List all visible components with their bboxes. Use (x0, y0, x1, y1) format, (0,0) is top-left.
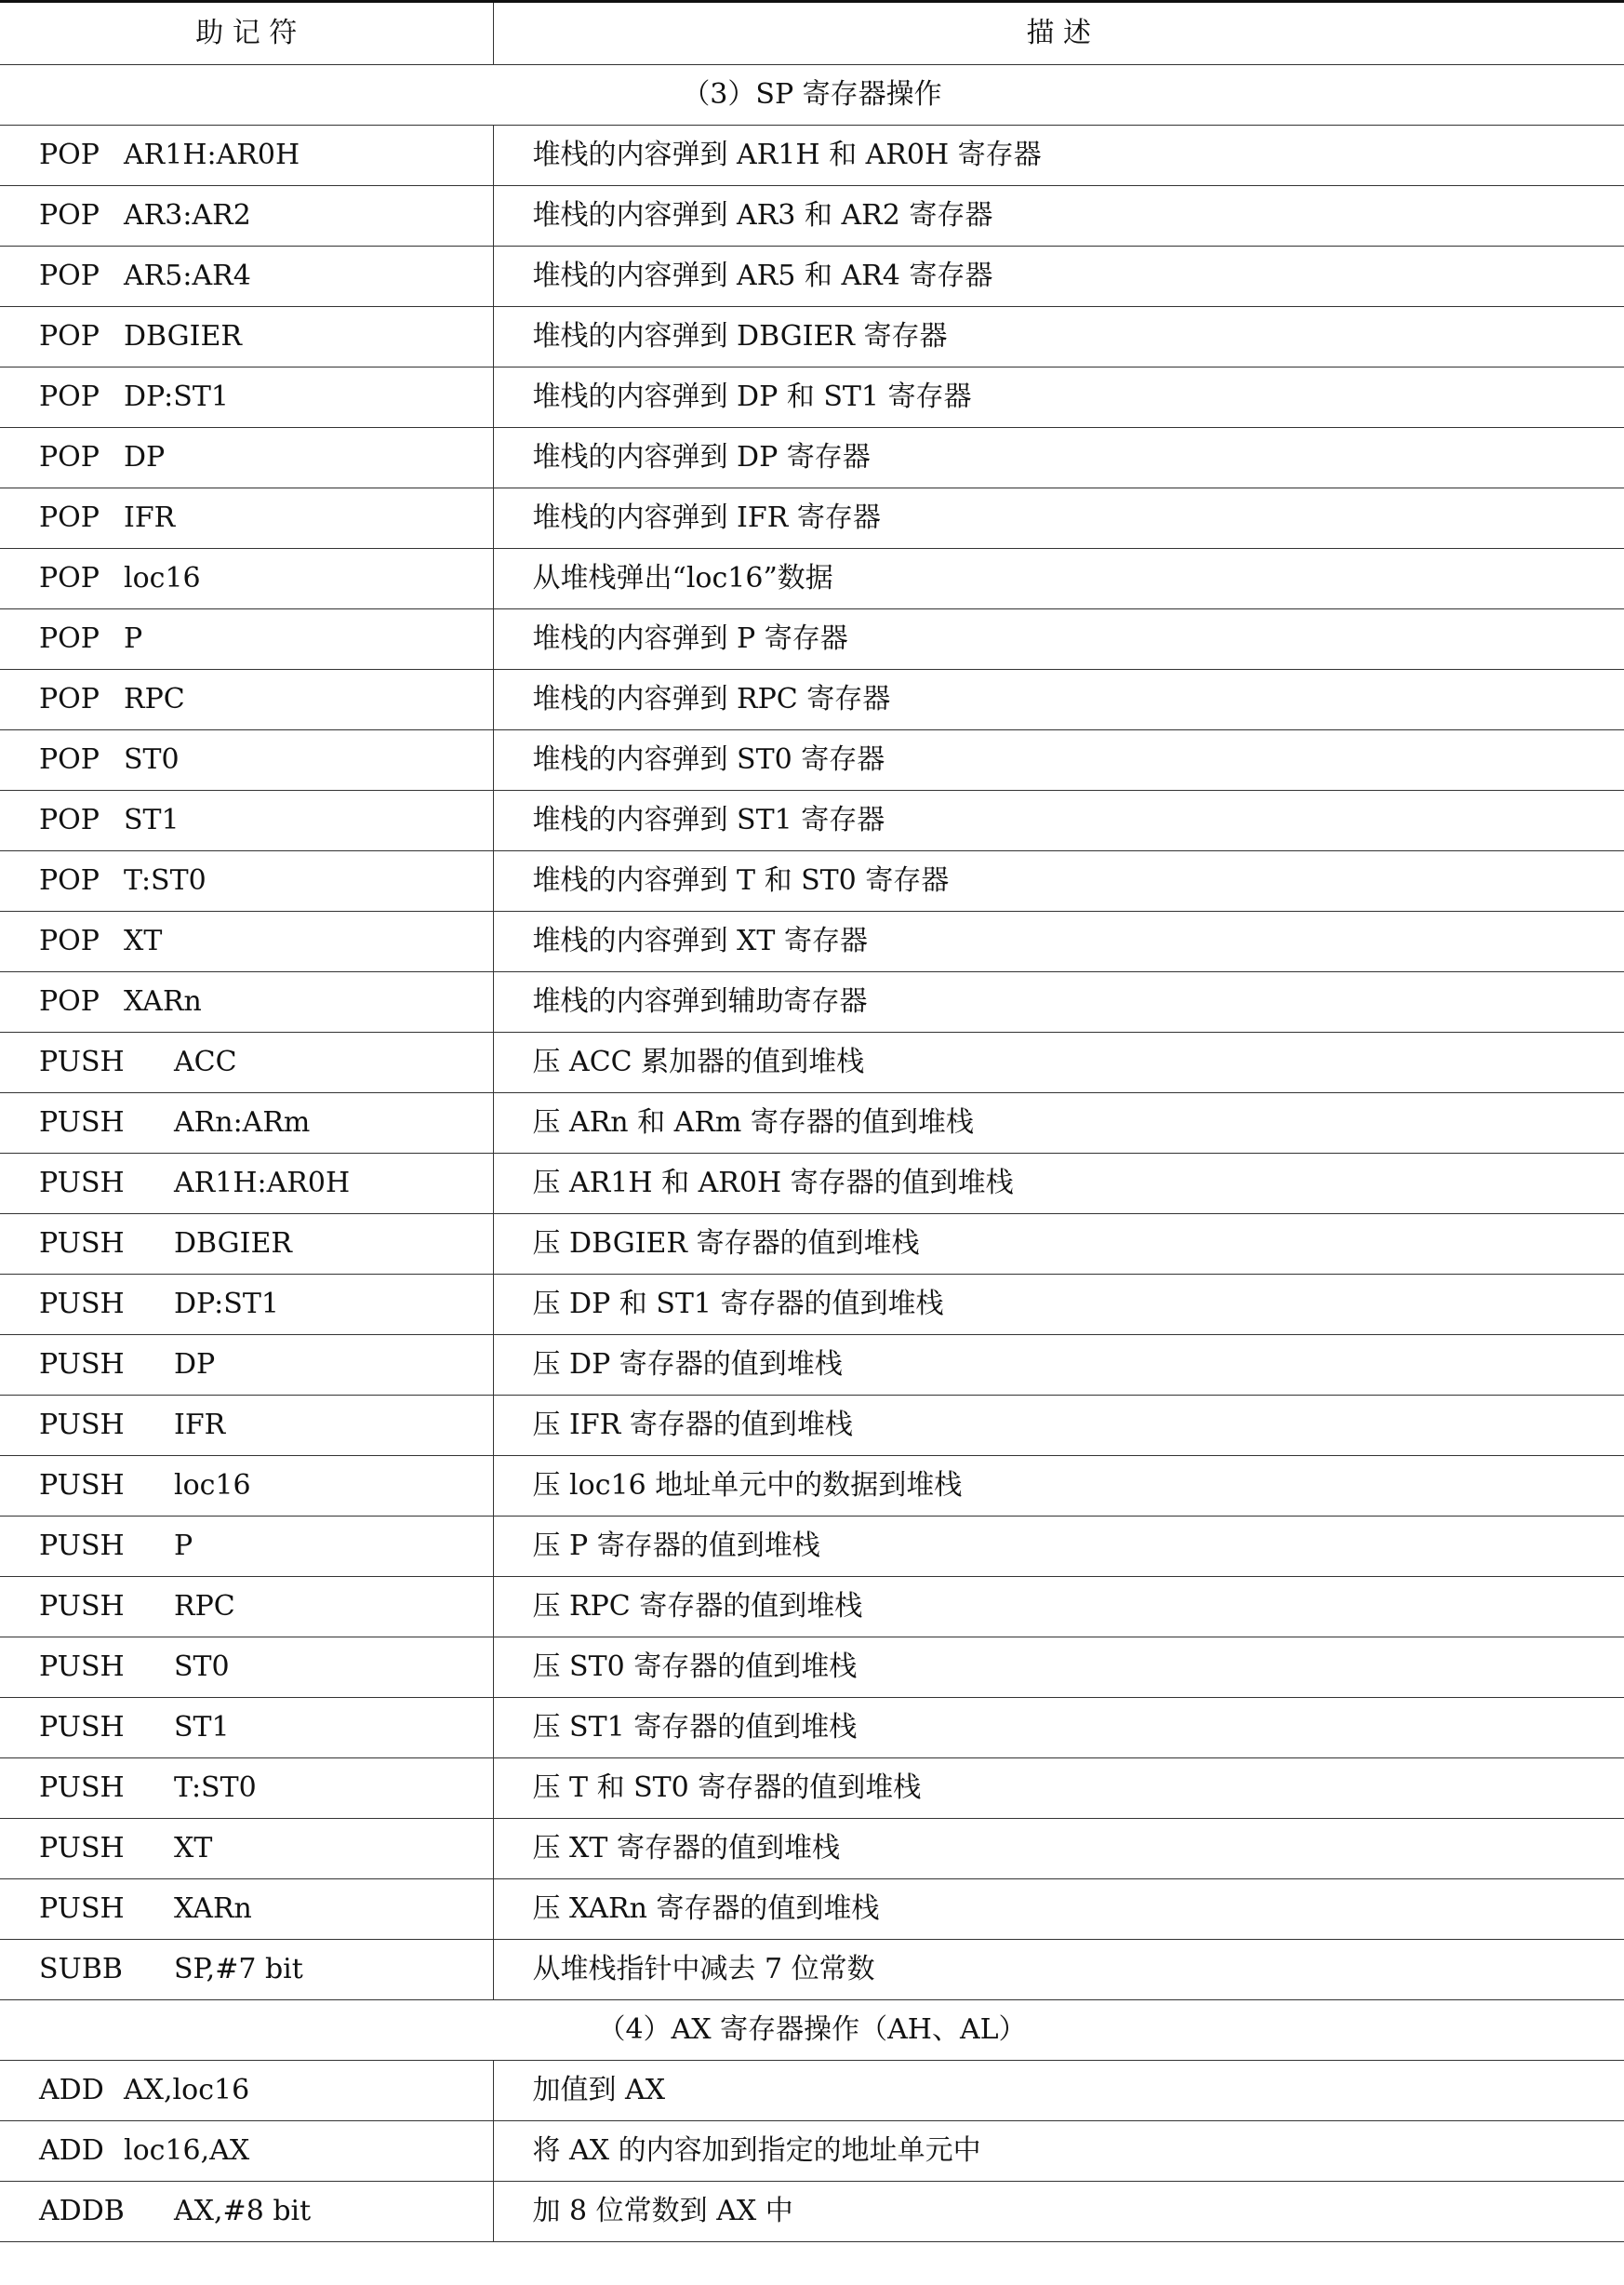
opcode: POP (39, 742, 100, 776)
mnemonic-cell (0, 1757, 493, 1818)
mnemonic-cell (0, 669, 493, 729)
table-row (0, 246, 1624, 306)
operand: DP (124, 440, 166, 474)
operand: AX,#8 bit (174, 2194, 312, 2227)
description-cell: 堆栈的内容弹到 RPC 寄存器 (493, 669, 1624, 729)
description-cell: 堆栈的内容弹到 XT 寄存器 (493, 911, 1624, 971)
mnemonic-cell (0, 1939, 493, 1999)
mnemonic-cell (0, 911, 493, 971)
description-cell: 压 IFR 寄存器的值到堆栈 (493, 1395, 1624, 1455)
table-row (0, 1697, 1624, 1757)
opcode: POP (39, 198, 100, 232)
table-row (0, 1939, 1624, 1999)
opcode: PUSH (39, 1045, 125, 1078)
table-row (0, 850, 1624, 911)
operand: RPC (174, 1589, 235, 1623)
table-row (0, 185, 1624, 246)
mnemonic-cell (0, 488, 493, 548)
description-cell: 堆栈的内容弹到 DP 寄存器 (493, 427, 1624, 488)
operand: ST0 (124, 742, 180, 776)
table-row (0, 2120, 1624, 2181)
opcode: PUSH (39, 1589, 125, 1623)
table-row (0, 2181, 1624, 2241)
description-cell: 压 ARn 和 ARm 寄存器的值到堆栈 (493, 1092, 1624, 1153)
description-cell: 从堆栈弹出“loc16”数据 (493, 548, 1624, 608)
operand: IFR (124, 501, 176, 534)
header-row (0, 3, 1624, 64)
opcode: PUSH (39, 1650, 125, 1683)
mnemonic-cell (0, 1818, 493, 1878)
operand: XARn (174, 1891, 252, 1925)
opcode: PUSH (39, 1710, 125, 1744)
table-row (0, 1757, 1624, 1818)
opcode: ADD (39, 2133, 104, 2167)
opcode: POP (39, 621, 100, 655)
description-cell: 堆栈的内容弹到辅助寄存器 (493, 971, 1624, 1032)
operand: DBGIER (174, 1226, 292, 1260)
description-cell: 堆栈的内容弹到 P 寄存器 (493, 608, 1624, 669)
table-row (0, 125, 1624, 185)
operand: RPC (124, 682, 185, 715)
operand: ACC (174, 1045, 237, 1078)
section-title: （3）SP 寄存器操作 (0, 64, 1624, 125)
mnemonic-cell (0, 1878, 493, 1939)
operand: loc16 (174, 1468, 251, 1502)
opcode: POP (39, 682, 100, 715)
description-cell: 压 DBGIER 寄存器的值到堆栈 (493, 1213, 1624, 1274)
operand: IFR (174, 1408, 226, 1441)
mnemonic-cell (0, 1153, 493, 1213)
table-row (0, 1516, 1624, 1576)
mnemonic-cell (0, 125, 493, 185)
description-cell: 堆栈的内容弹到 ST0 寄存器 (493, 729, 1624, 790)
header-mnemonic: 助 记 符 (0, 3, 493, 64)
operand: SP,#7 bit (174, 1952, 303, 1985)
mnemonic-cell (0, 2120, 493, 2181)
mnemonic-cell (0, 1576, 493, 1637)
description-cell: 压 ST0 寄存器的值到堆栈 (493, 1637, 1624, 1697)
opcode: PUSH (39, 1287, 125, 1320)
table-row (0, 608, 1624, 669)
operand: AR1H:AR0H (174, 1166, 351, 1199)
mnemonic-cell (0, 1637, 493, 1697)
operand: loc16 (124, 561, 201, 595)
description-cell: 堆栈的内容弹到 DBGIER 寄存器 (493, 306, 1624, 367)
table-row (0, 1455, 1624, 1516)
mnemonic-cell (0, 1697, 493, 1757)
section-row (0, 1999, 1624, 2060)
opcode: ADD (39, 2073, 104, 2106)
table-row (0, 488, 1624, 548)
opcode: ADDB (39, 2194, 125, 2227)
operand: ST1 (124, 803, 180, 836)
description-cell: 将 AX 的内容加到指定的地址单元中 (493, 2120, 1624, 2181)
opcode: PUSH (39, 1891, 125, 1925)
opcode: PUSH (39, 1529, 125, 1562)
description-cell: 堆栈的内容弹到 AR1H 和 AR0H 寄存器 (493, 125, 1624, 185)
opcode: POP (39, 501, 100, 534)
mnemonic-cell (0, 850, 493, 911)
mnemonic-cell (0, 1334, 493, 1395)
opcode: POP (39, 380, 100, 413)
table-row (0, 2060, 1624, 2120)
description-cell: 压 AR1H 和 AR0H 寄存器的值到堆栈 (493, 1153, 1624, 1213)
opcode: PUSH (39, 1166, 125, 1199)
description-cell: 压 P 寄存器的值到堆栈 (493, 1516, 1624, 1576)
description-cell: 加值到 AX (493, 2060, 1624, 2120)
description-cell: 堆栈的内容弹到 IFR 寄存器 (493, 488, 1624, 548)
description-cell: 堆栈的内容弹到 ST1 寄存器 (493, 790, 1624, 850)
operand: AR1H:AR0H (124, 138, 300, 171)
mnemonic-cell (0, 971, 493, 1032)
mnemonic-cell (0, 306, 493, 367)
description-cell: 压 DP 和 ST1 寄存器的值到堆栈 (493, 1274, 1624, 1334)
opcode: POP (39, 440, 100, 474)
description-cell: 压 XARn 寄存器的值到堆栈 (493, 1878, 1624, 1939)
mnemonic-cell (0, 246, 493, 306)
operand: T:ST0 (174, 1771, 257, 1804)
operand: AR5:AR4 (124, 259, 251, 292)
operand: DP (174, 1347, 216, 1381)
table-row (0, 1878, 1624, 1939)
mnemonic-cell (0, 1213, 493, 1274)
opcode: PUSH (39, 1408, 125, 1441)
opcode: PUSH (39, 1347, 125, 1381)
opcode: POP (39, 803, 100, 836)
mnemonic-cell (0, 1516, 493, 1576)
opcode: POP (39, 561, 100, 595)
description-cell: 压 T 和 ST0 寄存器的值到堆栈 (493, 1757, 1624, 1818)
mnemonic-cell (0, 367, 493, 427)
opcode: PUSH (39, 1831, 125, 1864)
opcode: SUBB (39, 1952, 123, 1985)
operand: DP:ST1 (124, 380, 229, 413)
table-row (0, 427, 1624, 488)
operand: ST1 (174, 1710, 230, 1744)
operand: XARn (124, 984, 202, 1018)
opcode: POP (39, 863, 100, 897)
operand: ARn:ARm (174, 1105, 311, 1139)
header-description: 描 述 (493, 3, 1624, 64)
table-row (0, 1092, 1624, 1153)
section-title: （4）AX 寄存器操作（AH、AL） (0, 1999, 1624, 2060)
description-cell: 压 ST1 寄存器的值到堆栈 (493, 1697, 1624, 1757)
mnemonic-cell (0, 1092, 493, 1153)
opcode: POP (39, 138, 100, 171)
opcode: POP (39, 984, 100, 1018)
section-row (0, 64, 1624, 125)
mnemonic-cell (0, 1032, 493, 1092)
description-cell: 压 DP 寄存器的值到堆栈 (493, 1334, 1624, 1395)
operand: ST0 (174, 1650, 230, 1683)
mnemonic-cell (0, 2181, 493, 2241)
mnemonic-cell (0, 790, 493, 850)
operand: DP:ST1 (174, 1287, 279, 1320)
description-cell: 堆栈的内容弹到 AR5 和 AR4 寄存器 (493, 246, 1624, 306)
opcode: PUSH (39, 1105, 125, 1139)
table-row (0, 1274, 1624, 1334)
table-row (0, 367, 1624, 427)
table-row (0, 669, 1624, 729)
description-cell: 加 8 位常数到 AX 中 (493, 2181, 1624, 2241)
table-row (0, 1153, 1624, 1213)
mnemonic-cell (0, 185, 493, 246)
opcode: PUSH (39, 1771, 125, 1804)
table-row (0, 1576, 1624, 1637)
opcode: PUSH (39, 1468, 125, 1502)
mnemonic-cell (0, 729, 493, 790)
opcode: PUSH (39, 1226, 125, 1260)
opcode: POP (39, 319, 100, 353)
mnemonic-cell (0, 548, 493, 608)
table-row (0, 306, 1624, 367)
description-cell: 压 ACC 累加器的值到堆栈 (493, 1032, 1624, 1092)
description-cell: 压 loc16 地址单元中的数据到堆栈 (493, 1455, 1624, 1516)
opcode: POP (39, 924, 100, 957)
operand: AR3:AR2 (124, 198, 251, 232)
opcode: POP (39, 259, 100, 292)
operand: XT (174, 1831, 213, 1864)
table-body (0, 64, 1624, 2241)
mnemonic-cell (0, 2060, 493, 2120)
operand: P (124, 621, 143, 655)
table-row (0, 1032, 1624, 1092)
table-row (0, 971, 1624, 1032)
operand: T:ST0 (124, 863, 206, 897)
mnemonic-cell (0, 1274, 493, 1334)
operand: AX,loc16 (124, 2073, 250, 2106)
description-cell: 堆栈的内容弹到 AR3 和 AR2 寄存器 (493, 185, 1624, 246)
table-row (0, 911, 1624, 971)
table-row (0, 548, 1624, 608)
description-cell: 堆栈的内容弹到 DP 和 ST1 寄存器 (493, 367, 1624, 427)
instruction-table (0, 3, 1624, 2242)
table-row (0, 729, 1624, 790)
table-row (0, 1213, 1624, 1274)
mnemonic-cell (0, 1395, 493, 1455)
table-row (0, 1395, 1624, 1455)
table-row (0, 1334, 1624, 1395)
description-cell: 压 XT 寄存器的值到堆栈 (493, 1818, 1624, 1878)
operand: P (174, 1529, 193, 1562)
description-cell: 堆栈的内容弹到 T 和 ST0 寄存器 (493, 850, 1624, 911)
table-row (0, 1818, 1624, 1878)
mnemonic-cell (0, 1455, 493, 1516)
operand: XT (124, 924, 163, 957)
description-cell: 压 RPC 寄存器的值到堆栈 (493, 1576, 1624, 1637)
table-row (0, 1637, 1624, 1697)
description-cell: 从堆栈指针中减去 7 位常数 (493, 1939, 1624, 1999)
mnemonic-cell (0, 608, 493, 669)
mnemonic-cell (0, 427, 493, 488)
table-row (0, 790, 1624, 850)
operand: loc16,AX (124, 2133, 250, 2167)
operand: DBGIER (124, 319, 242, 353)
